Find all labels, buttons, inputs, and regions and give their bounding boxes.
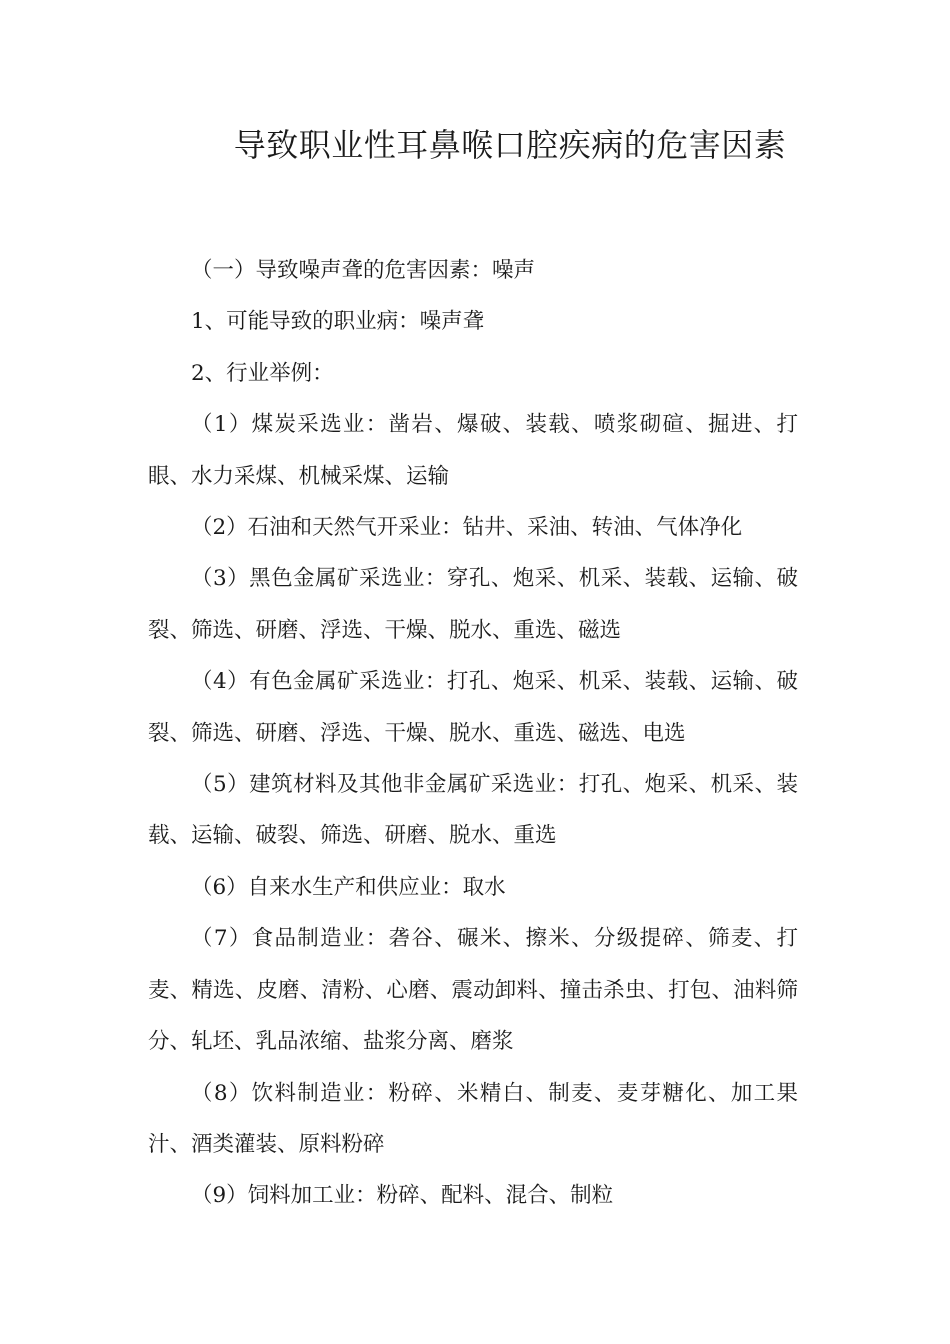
industry-item-ferrous-metal: （3）黑色金属矿采选业：穿孔、炮采、机采、装载、运输、破裂、筛选、研磨、浮选、干燥、脱水、重选、磁选 [148,566,798,643]
industry-item-food: （7）食品制造业：砻谷、碾米、擦米、分级提碎、筛麦、打麦、精选、皮磨、清粉、心磨、震动卸料、撞击杀虫、打包、油料筛分、轧坯、乳品浓缩、盐浆分离、磨浆 [148,926,798,1055]
document-title: 导致职业性耳鼻喉口腔疾病的危害因素 [233,126,787,164]
occupational-disease-item: 1、可能导致的职业病：噪声聋 [191,309,485,335]
industry-item-building-materials: （5）建筑材料及其他非金属矿采选业：打孔、炮采、机采、装载、运输、破裂、筛选、研磨、脱水、重选 [148,772,798,849]
industry-examples-heading: 2、行业举例： [191,360,334,386]
industry-item-coal: （1）煤炭采选业：凿岩、爆破、装载、喷浆砌碹、掘进、打眼、水力采煤、机械采煤、运输 [148,412,798,489]
industry-item-water-supply: （6）自来水生产和供应业：取水 [191,874,506,900]
industry-item-beverage: （8）饮料制造业：粉碎、米精白、制麦、麦芽糖化、加工果汁、酒类灌装、原料粉碎 [148,1080,798,1157]
industry-item-feed: （9）饲料加工业：粉碎、配料、混合、制粒 [191,1183,614,1209]
document-body [148,245,798,1222]
section-heading-noise: （一）导致噪声聋的危害因素：噪声 [191,258,536,283]
industry-item-oil-gas: （2）石油和天然气开采业：钻井、采油、转油、气体净化 [191,515,743,541]
industry-item-nonferrous-metal: （4）有色金属矿采选业：打孔、炮采、机采、装载、运输、破裂、筛选、研磨、浮选、干燥、脱水、重选、磁选、电选 [148,669,798,746]
